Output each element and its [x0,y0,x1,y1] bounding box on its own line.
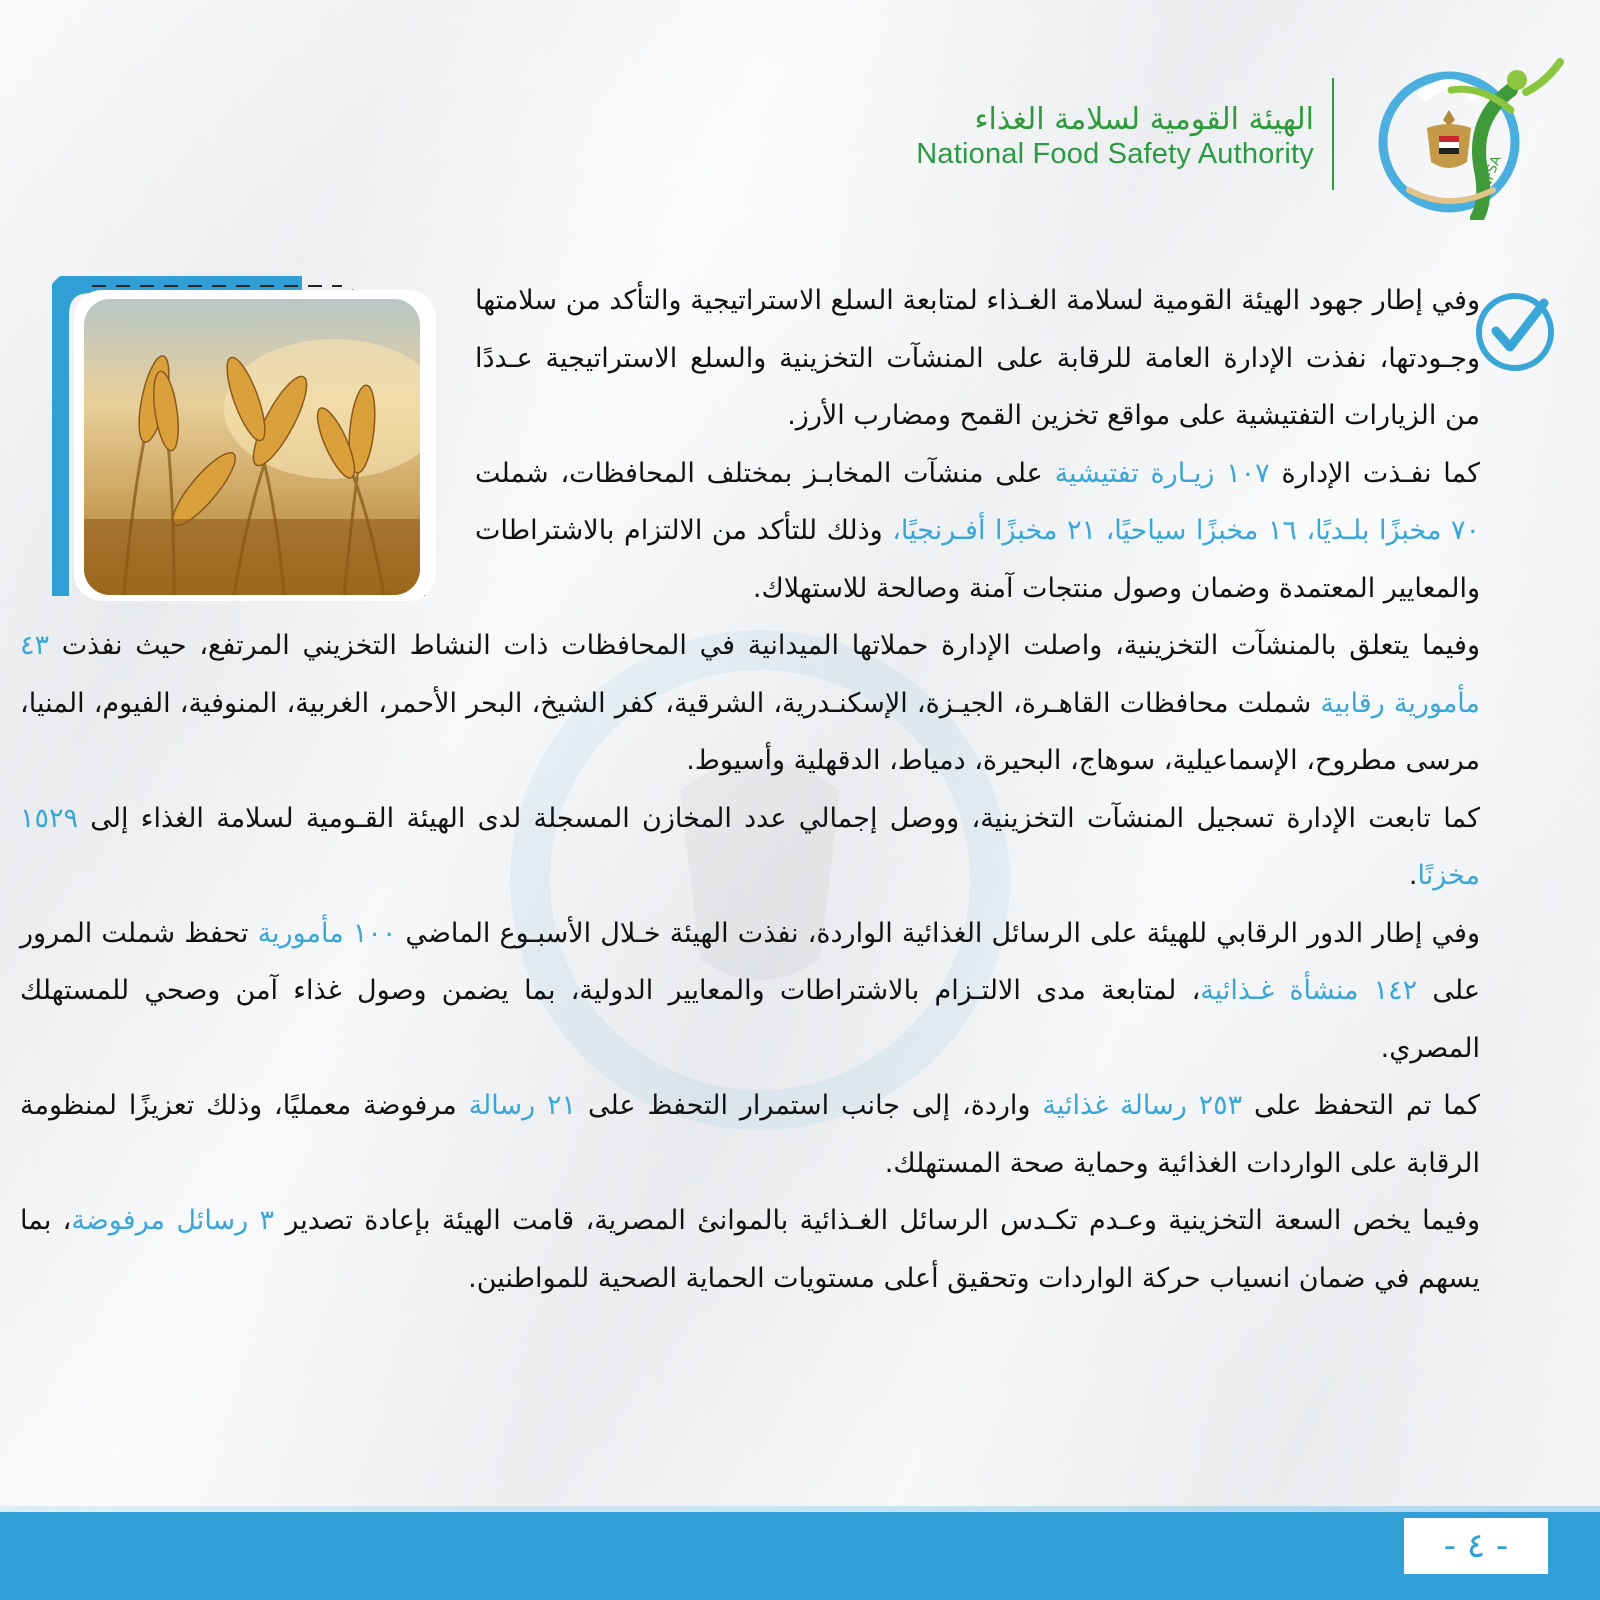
highlighted-figure: ٤٣ مأمورية رقابية [20,630,1480,719]
paragraph [20,617,1480,790]
text-segment: وفي إطار الدور الرقابي للهيئة على الرسائل الغذائية الواردة، نفذت الهيئة خـلال الأسبـوع الماضي [396,917,1481,949]
paragraph [20,272,1480,445]
highlighted-figure: ٢١ رسالة [468,1090,577,1121]
footer-bar [0,1512,1600,1600]
text-segment: وفي إطار جهود الهيئة القومية لسلامة الغـذاء لمتابعة السلع الاستراتيجية والتأكد من سلامتها وجـودتها، نفذت الإدارة العامة للرقابة على المنشآت التخزينية والسلع الاستراتيجية عـددًا من الزيارات التفتيشية على مواقع تخزين القمح ومضارب الأرز. [475,285,1480,431]
text-segment: كما تم التحفظ على [1242,1090,1480,1121]
text-segment: كما نفـذت الإدارة [1269,457,1480,489]
header [886,50,1566,220]
article-body [20,272,1480,1307]
paragraph [20,445,1480,618]
paragraph [20,1192,1480,1307]
text-segment: تحفظ شملت المرور على [20,917,1480,1006]
highlighted-figure: ٣ رسائل مرفوضة [71,1205,275,1236]
org-name-arabic: الهيئة القومية لسلامة الغذاء [974,102,1314,137]
highlighted-figure: ١٠٧ زيـارة تفتيشية [1054,457,1270,489]
text-segment: وفيما يخص السعة التخزينية وعـدم تكـدس الرسائل الغـذائية بالموانئ المصرية، قامت الهيئة بإعادة تصدير [274,1205,1480,1236]
text-segment: وفيما يتعلق بالمنشآت التخزينية، واصلت الإدارة حملاتها الميدانية في المحافظات ذات النشاط التخزيني المرتفع، حيث نفذت [49,630,1480,661]
brand-divider [1332,78,1334,190]
paragraph [20,790,1480,905]
text-segment: واردة، إلى جانب استمرار التحفظ على [576,1090,1043,1121]
paragraph [20,905,1480,1078]
highlighted-figure: ٢٥٣ رسالة غذائية [1042,1090,1243,1121]
highlighted-figure: ١٤٢ منشأة غـذائية [1200,975,1418,1006]
logo-text: NFSA [1478,153,1505,192]
text-segment: كما تابعت الإدارة تسجيل المنشآت التخزينية، ووصل إجمالي عدد المخازن المسجلة لدى الهيئة القـومية لسلامة الغذاء إلى [78,802,1480,834]
text-segment: . [1408,860,1418,891]
nfsa-logo-icon [1361,50,1566,220]
highlighted-figure: ٧٠ مخبزًا بلـديًا، ١٦ مخبزًا سياحيًا، ٢١ مخبزًا أفـرنجيًا، [892,515,1480,546]
text-segment: على منشآت المخابـز بمختلف المحافظات، شملت [475,457,1055,489]
text-segment: شملت محافظات القاهـرة، الجيـزة، الإسكنـدرية، الشرقية، كفر الشيخ، البحر الأحمر، الغربية، المنوفية، الفيوم، المنيا، مرسى مطروح، الإسماعيلية، سوهاج، البحيرة، دمياط، الدقهلية وأسيوط. [20,687,1480,776]
text-segment: ، لمتابعة مدى الالتـزام بالاشتراطات والمعايير الدولية، بما يضمن وصول غذاء آمن وصحي للمستهلك المصري. [20,975,1480,1064]
highlighted-figure: ١٥٢٩ مخزنًا [20,802,1480,891]
page-number: - ٤ - [1402,1516,1550,1576]
paragraph [20,1077,1480,1192]
text-segment: ، بما يسهم في ضمان انسياب حركة الواردات وتحقيق أعلى مستويات الحماية الصحية للمواطنين. [20,1205,1480,1294]
highlighted-figure: ١٠٠ مأمورية [257,917,397,949]
text-segment: وذلك للتأكد من الالتزام بالاشتراطات والمعايير المعتمدة وضمان وصول منتجات آمنة وصالحة للاستهلاك. [475,515,1480,604]
org-name-english: National Food Safety Authority [916,138,1314,170]
check-circle-icon [1470,285,1560,375]
text-segment: مرفوضة معمليًا، وذلك تعزيزًا لمنظومة الرقابة على الواردات الغذائية وحماية صحة المستهلك. [20,1090,1480,1179]
